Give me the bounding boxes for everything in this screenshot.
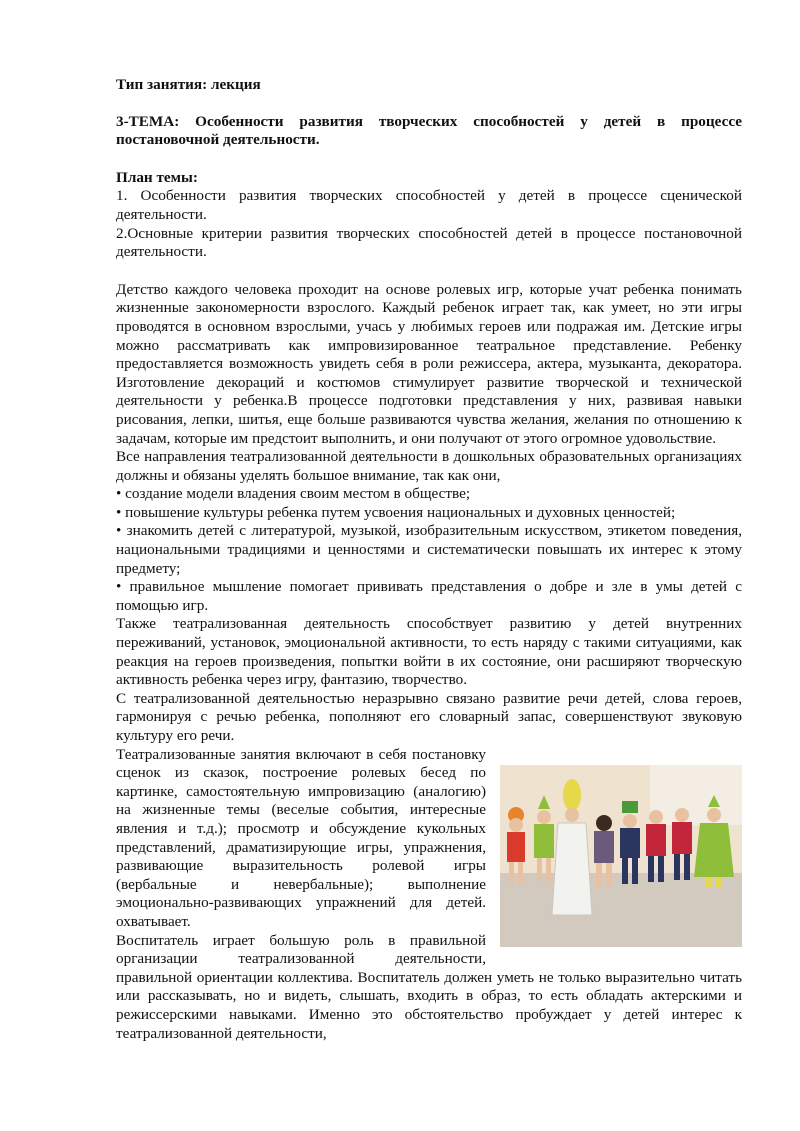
plan-item-1: 1. Особенности развития творческих способностей у детей в процессе сценической деятельности. [116,187,742,223]
paragraph-teacher: Воспитатель играет большую роль в правильной организации театрализованной деятельности, правильной ориентации коллектива. Воспитатель должен уметь не только выразительно читать или рассказывать, но и видеть, слышать, входить в образ, то есть обладать актерскими и режиссерскими навыками. Именно это обстоятельство пробуждает у детей интерес к театрализованной деятельности, [116,931,742,1042]
lesson-type: Тип занятия: лекция [116,76,261,93]
bullet-item: • правильное мышление помогает прививать представления о добре и зле в умы детей с помощью игр. [116,578,742,614]
bullet-item: • создание модели владения своим местом в обществе; [116,485,471,503]
bullet-item: • повышение культуры ребенка путем усвоения национальных и духовных ценностей; [116,503,676,521]
photo-drawing [500,765,742,947]
page-content [116,76,742,1043]
photo-floor [500,873,742,947]
children-performance-photo [500,765,742,947]
photo-window-light [650,765,742,825]
paragraph-activities-text: Театрализованные занятия включают в себя постановку сценок из сказок, построение ролевых бесед по картинке, самостоятельную импровизацию (аналогию) на жизненные темы (веселые события, интересные явления и т.д.); просмотр и обсуждение кукольных представлений, драматизирующие игры, упражнения, развивающие выразительность ролевой игры (вербальные и невербальные); выполнение эмоционально-развивающих упражнений для детей. охватывает. [116,745,486,930]
paragraph-speech: С театрализованной деятельностью неразрывно связано развитие речи детей, слова героев, гармонируя с речью ребенка, пополняют его словарный запас, совершенствуют звуковую культуру его речи. [116,689,742,744]
topic-title: 3-ТЕМА: Особенности развития творческих способностей у детей в процессе постановочной деятельности. [116,112,742,149]
paragraph-emotions: Также театрализованная деятельность способствует развитию у детей внутренних переживаний, установок, эмоциональной активности, то есть наряду с такими ситуациями, как реакция на героев произведения, попытки войти в их состояние, они расширяют творческую активность ребенка через игру, фантазию, творчество. [116,615,742,689]
paragraph-activities [116,746,742,932]
plan-item-2: 2.Основные критерии развития творческих способностей детей в процессе постановочной деятельности. [116,224,742,261]
bullet-item: • знакомить детей с литературой, музыкой, изобразительным искусством, этикетом поведения, национальными традициями и ценностями и систематически повышать их интерес к этому предмету; [116,522,742,577]
paragraph-directions: Все направления театрализованной деятельности в дошкольных образовательных организациях должны и обязаны уделять большое внимание, так как они, [116,448,742,484]
plan-heading: План темы: [116,168,198,186]
paragraph-childhood: Детство каждого человека проходит на основе ролевых игр, которые учат ребенка понимать жизненные закономерности взрослого. Каждый ребенок играет так, как умеет, но эти игры проводятся в основном взрослыми, учась у любимых героев или подражая им. Детские игры можно рассматривать как импровизированное театральное представление. Ребенку предоставляется возможность увидеть себя в роли режиссера, актера, музыканта, декоратора. Изготовление декораций и костюмов стимулирует развитие творческой и технической деятельности у ребенка.В процессе подготовки представления у них, развивая навыки рисования, лепки, шитья, еще больше развиваются чувства желания, желания по отношению к задачам, которые им предстоит выполнить, и они получают от этого огромное удовольствие. [116,280,742,447]
spacer [116,262,742,281]
